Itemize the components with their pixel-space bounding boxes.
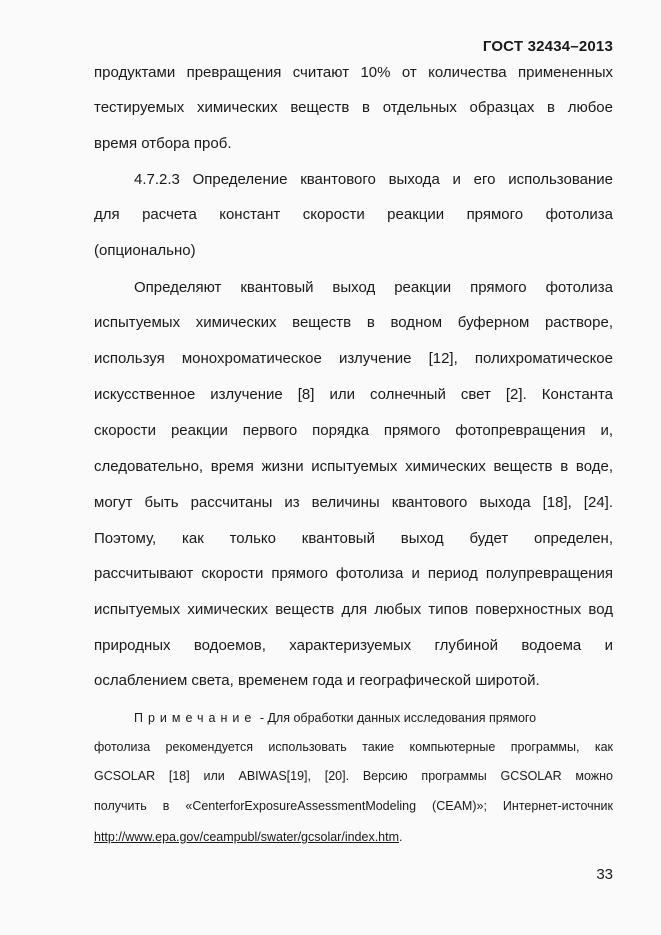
text-line: могут быть рассчитаны из величины квантового выхода [18], [24]. xyxy=(94,494,613,511)
text-line: испытуемых химических веществ для любых типов поверхностных вод xyxy=(94,601,613,618)
text-line: используя монохроматическое излучение [12], полихроматическое xyxy=(94,350,613,367)
note-url-line xyxy=(94,828,613,846)
text-line: время отбора проб. xyxy=(94,135,232,152)
url-link[interactable]: http://www.epa.gov/ceampubl/swater/gcsolar/index.htm xyxy=(94,830,400,844)
text-line: скорости реакции первого порядка прямого фотопревращения и, xyxy=(94,422,613,439)
page-number: 33 xyxy=(596,866,613,883)
text-line: следовательно, время жизни испытуемых химических веществ в воде, xyxy=(94,458,613,475)
text-line: тестируемых химических веществ в отдельных образцах в любое xyxy=(94,99,613,116)
note-text: - Для обработки данных исследования прямого xyxy=(256,711,537,725)
text-line: ослаблением света, временем года и географической широтой. xyxy=(94,672,540,689)
section-heading: (опционально) xyxy=(94,242,196,259)
text-line: рассчитывают скорости прямого фотолиза и период полупревращения xyxy=(94,565,613,582)
url-suffix: . xyxy=(399,830,403,844)
section-heading: 4.7.2.3 Определение квантового выхода и его использование xyxy=(134,171,613,188)
note-line: GCSOLAR [18] или ABIWAS[19], [20]. Версию программы GCSOLAR можно xyxy=(94,769,613,783)
text-line: искусственное излучение [8] или солнечный свет [2]. Константа xyxy=(94,386,613,403)
note-first-line xyxy=(134,709,613,727)
note-line: фотолиза рекомендуется использовать такие компьютерные программы, как xyxy=(94,740,613,754)
text-line: Определяют квантовый выход реакции прямого фотолиза xyxy=(134,279,613,296)
text-line: испытуемых химических веществ в водном буферном растворе, xyxy=(94,314,613,331)
text-line: Поэтому, как только квантовый выход будет определен, xyxy=(94,530,613,547)
note-label: Примечание xyxy=(134,711,257,725)
text-line: природных водоемов, характеризуемых глубиной водоема и xyxy=(94,637,613,654)
section-heading: для расчета констант скорости реакции прямого фотолиза xyxy=(94,206,613,223)
note-line: получить в «CenterforExposureAssessmentModeling (CEAM)»; Интернет-источник xyxy=(94,799,613,813)
text-line: продуктами превращения считают 10% от количества примененных xyxy=(94,64,613,81)
standard-id: ГОСТ 32434–2013 xyxy=(482,38,613,55)
